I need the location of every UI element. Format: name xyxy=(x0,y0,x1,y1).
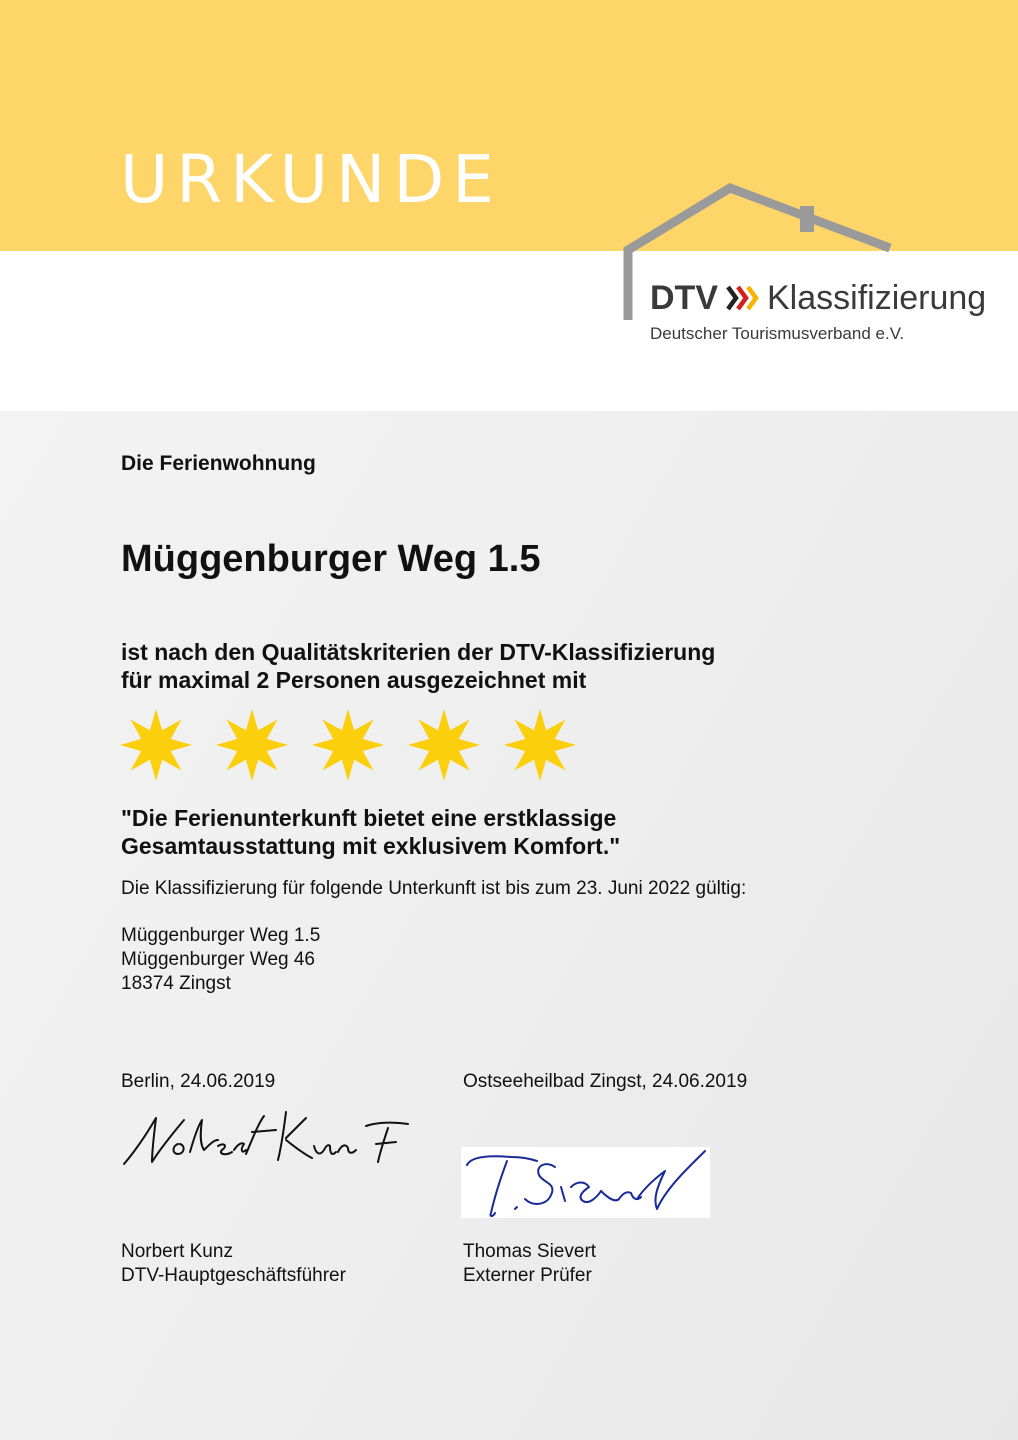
address-line: Müggenburger Weg 1.5 xyxy=(121,925,321,946)
rating-quote xyxy=(121,804,620,860)
quote-line-2: Gesamtausstattung mit exklusivem Komfort." xyxy=(121,833,621,859)
logo-product: Klassifizierung xyxy=(767,279,987,317)
star-icon xyxy=(312,708,384,782)
chevron-flag-icon xyxy=(725,283,759,313)
property-type: Die Ferienwohnung xyxy=(121,452,316,475)
star-icon xyxy=(504,708,576,782)
signatory-name: Norbert Kunz xyxy=(121,1241,233,1262)
criteria-text xyxy=(121,638,715,694)
criteria-line-2: für maximal 2 Personen ausgezeichnet mit xyxy=(121,667,587,693)
star-rating xyxy=(120,708,576,782)
signature-norbert-kunz xyxy=(118,1100,418,1175)
logo-brand: DTV xyxy=(650,279,718,317)
signature-thomas-sievert xyxy=(461,1147,710,1218)
property-address xyxy=(121,924,320,996)
signatory-role: Externer Prüfer xyxy=(463,1265,592,1286)
left-signatory xyxy=(121,1240,346,1288)
star-icon xyxy=(216,708,288,782)
right-place-date: Ostseeheilbad Zingst, 24.06.2019 xyxy=(463,1071,748,1092)
signatory-role: DTV-Hauptgeschäftsführer xyxy=(121,1265,346,1286)
address-line: Müggenburger Weg 46 xyxy=(121,949,315,970)
right-signatory xyxy=(463,1240,596,1288)
certificate-title: URKUNDE xyxy=(120,141,502,218)
address-line: 18374 Zingst xyxy=(121,973,231,994)
property-name: Müggenburger Weg 1.5 xyxy=(121,538,541,580)
validity-text: Die Klassifizierung für folgende Unterkunft ist bis zum 23. Juni 2022 gültig: xyxy=(121,878,747,899)
star-icon xyxy=(408,708,480,782)
logo-subtitle: Deutscher Tourismusverband e.V. xyxy=(650,324,905,343)
left-place-date: Berlin, 24.06.2019 xyxy=(121,1071,276,1092)
criteria-line-1: ist nach den Qualitätskriterien der DTV-Klassifizierung xyxy=(121,639,716,665)
signatory-name: Thomas Sievert xyxy=(463,1241,597,1262)
quote-line-1: "Die Ferienunterkunft bietet eine erstklassige xyxy=(121,805,617,831)
dtv-logo xyxy=(650,276,986,320)
star-icon xyxy=(120,708,192,782)
